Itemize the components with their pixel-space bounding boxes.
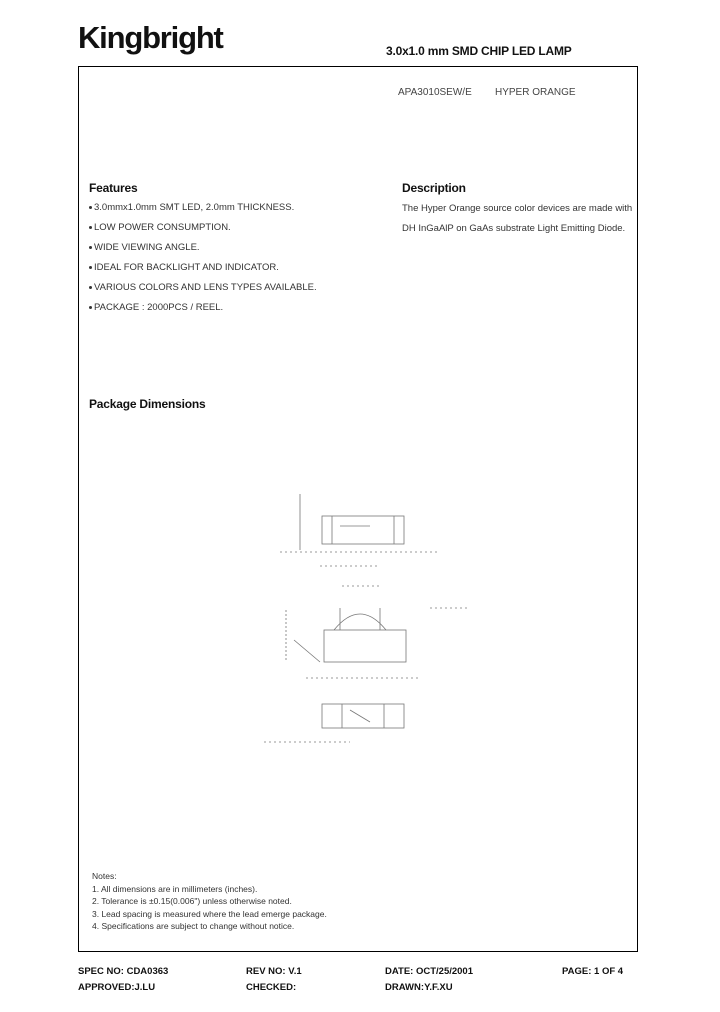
notes-block	[92, 870, 327, 933]
list-item: WIDE VIEWING ANGLE.	[89, 242, 379, 262]
part-color: HYPER ORANGE	[495, 87, 576, 98]
list-item: IDEAL FOR BACKLIGHT AND INDICATOR.	[89, 262, 379, 282]
footer-page: PAGE: 1 OF 4	[562, 966, 624, 977]
bullet-icon	[89, 286, 92, 289]
list-item: LOW POWER CONSUMPTION.	[89, 222, 379, 242]
footer-checked: CHECKED:	[246, 982, 297, 993]
note-item: 1. All dimensions are in millimeters (inches).	[92, 883, 258, 894]
bullet-icon	[89, 266, 92, 269]
lens-dome	[334, 614, 386, 630]
footer-date: DATE: OCT/25/2001	[385, 966, 474, 977]
list-item: 3.0mmx1.0mm SMT LED, 2.0mm THICKNESS.	[89, 202, 379, 222]
description-heading: Description	[402, 181, 466, 195]
bullet-icon	[89, 206, 92, 209]
features-list	[89, 202, 379, 322]
bullet-icon	[89, 246, 92, 249]
features-heading: Features	[89, 181, 138, 195]
footer-drawn: DRAWN:Y.F.XU	[385, 982, 453, 993]
list-item: VARIOUS COLORS AND LENS TYPES AVAILABLE.	[89, 282, 379, 302]
bottom-view-outline	[322, 704, 404, 728]
side-view-outline	[324, 630, 406, 662]
package-dimensions-heading: Package Dimensions	[89, 397, 206, 411]
description-line: DH InGaAlP on GaAs substrate Light Emitting Diode.	[402, 223, 626, 234]
description-line: The Hyper Orange source color devices are made with	[402, 203, 633, 214]
note-item: 2. Tolerance is ±0.15(0.006") unless otherwise noted.	[92, 896, 292, 906]
bullet-icon	[89, 306, 92, 309]
part-number: APA3010SEW/E	[398, 87, 472, 98]
package-dimensions-drawing	[250, 490, 480, 760]
note-item: 3. Lead spacing is measured where the lead emerge package.	[92, 908, 327, 919]
bullet-icon	[89, 226, 92, 229]
footer-spec-no: SPEC NO: CDA0363	[78, 966, 169, 977]
notes-title: Notes:	[92, 871, 117, 881]
top-view-outline	[322, 516, 404, 544]
document-title: 3.0x1.0 mm SMD CHIP LED LAMP	[386, 44, 572, 58]
list-item: PACKAGE : 2000PCS / REEL.	[89, 302, 379, 322]
footer-approved: APPROVED:J.LU	[78, 982, 156, 993]
note-item: 4. Specifications are subject to change without notice.	[92, 921, 295, 931]
footer-rev-no: REV NO: V.1	[246, 966, 302, 977]
kingbright-logo: Kingbright	[78, 20, 223, 55]
